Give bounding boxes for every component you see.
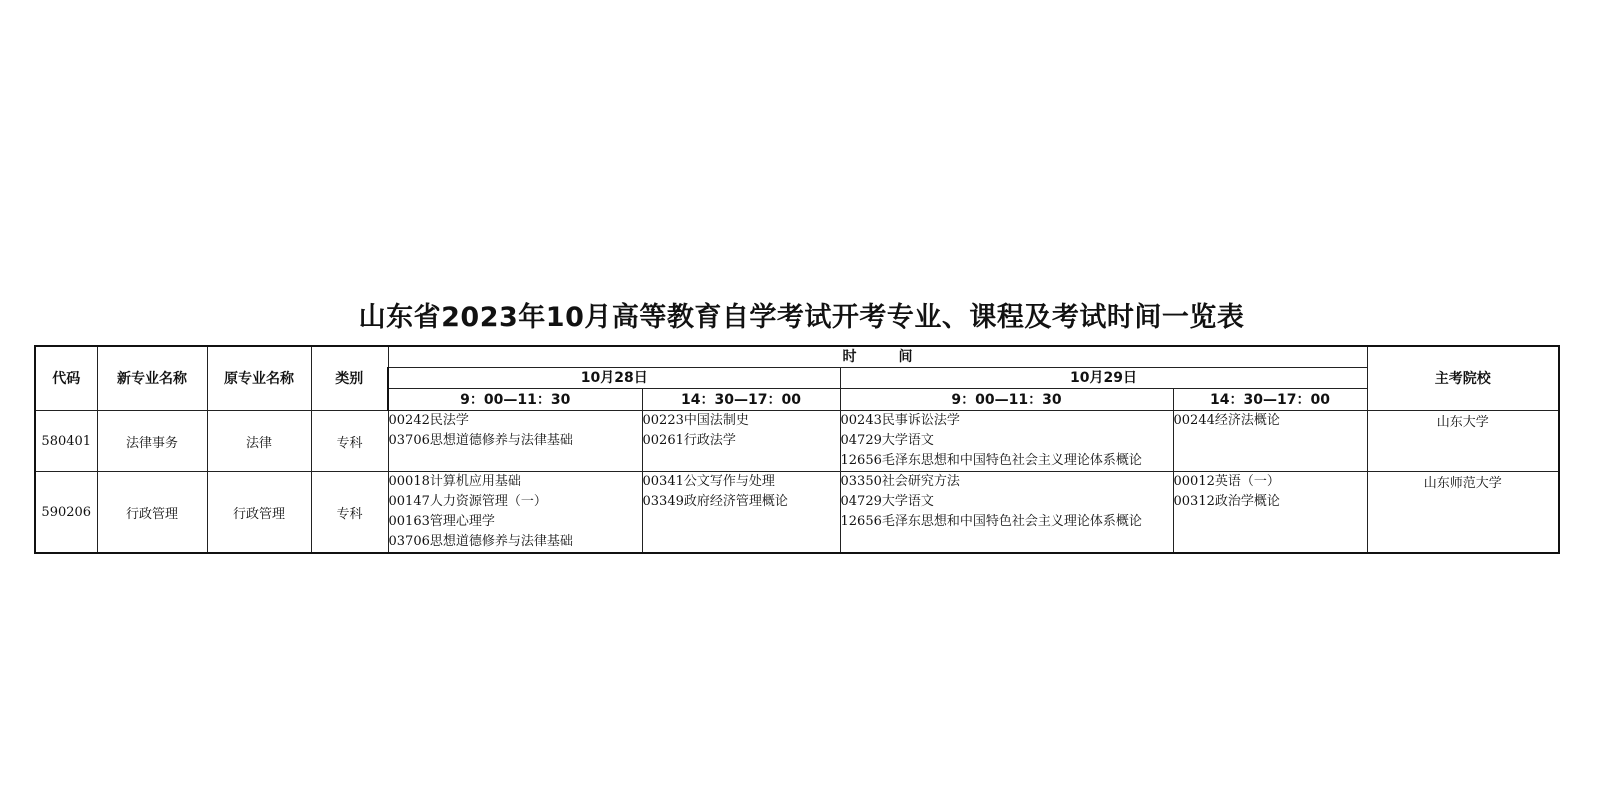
header-code: 代码 (35, 346, 97, 411)
course-entry: 12656毛泽东思想和中国特色社会主义理论体系概论 (840, 453, 1142, 468)
header-slot-oct29-afternoon: 14：30—17：00 (1173, 389, 1367, 411)
course-entry: 00147人力资源管理（一） (388, 494, 547, 509)
course-entry: 03706思想道德修养与法律基础 (388, 433, 573, 448)
page-title: 山东省2023年10月高等教育自学考试开考专业、课程及考试时间一览表 (358, 302, 1245, 333)
course-cell-oct28-morning (388, 472, 642, 554)
course-cell-oct29-afternoon (1173, 411, 1367, 472)
major-code: 590206 (35, 472, 97, 554)
course-entry: 00242民法学 (388, 413, 469, 428)
header-category: 类别 (311, 346, 388, 411)
header-slot-oct28-morning: 9：00—11：30 (388, 389, 642, 411)
table-row (35, 472, 1559, 554)
course-entry: 00261行政法学 (642, 433, 736, 448)
header-slot-oct29-morning: 9：00—11：30 (840, 389, 1173, 411)
new-major-name: 行政管理 (97, 472, 207, 554)
major-category: 专科 (311, 472, 388, 554)
course-entry: 00243民事诉讼法学 (840, 413, 960, 428)
course-entry: 00223中国法制史 (642, 413, 749, 428)
old-major-name: 法律 (207, 411, 311, 472)
course-entry: 00163管理心理学 (388, 514, 495, 529)
header-date-oct28: 10月28日 (388, 368, 840, 389)
course-entry: 00012英语（一） (1173, 474, 1280, 489)
header-date-oct29: 10月29日 (840, 368, 1367, 389)
course-entry: 04729大学语文 (840, 433, 934, 448)
course-cell-oct29-afternoon (1173, 472, 1367, 554)
exam-school: 山东师范大学 (1367, 472, 1559, 554)
course-entry: 03349政府经济管理概论 (642, 494, 788, 509)
course-cell-oct29-morning (840, 411, 1173, 472)
course-entry: 03350社会研究方法 (840, 474, 960, 489)
course-entry: 04729大学语文 (840, 494, 934, 509)
header-old-major: 原专业名称 (207, 346, 311, 411)
old-major-name: 行政管理 (207, 472, 311, 554)
header-school: 主考院校 (1367, 346, 1559, 411)
course-cell-oct28-morning (388, 411, 642, 472)
course-entry: 03706思想道德修养与法律基础 (388, 534, 573, 549)
course-entry: 00341公文写作与处理 (642, 474, 775, 489)
major-code: 580401 (35, 411, 97, 472)
course-cell-oct29-morning (840, 472, 1173, 554)
schedule-table (34, 345, 1560, 554)
header-time: 时 间 (388, 346, 1367, 368)
header-new-major: 新专业名称 (97, 346, 207, 411)
header-slot-oct28-afternoon: 14：30—17：00 (642, 389, 840, 411)
course-entry: 00244经济法概论 (1173, 413, 1280, 428)
new-major-name: 法律事务 (97, 411, 207, 472)
course-cell-oct28-afternoon (642, 411, 840, 472)
table-row (35, 411, 1559, 472)
major-category: 专科 (311, 411, 388, 472)
course-entry: 00312政治学概论 (1173, 494, 1280, 509)
course-entry: 12656毛泽东思想和中国特色社会主义理论体系概论 (840, 514, 1142, 529)
exam-school: 山东大学 (1367, 411, 1559, 472)
course-cell-oct28-afternoon (642, 472, 840, 554)
course-entry: 00018计算机应用基础 (388, 474, 521, 489)
